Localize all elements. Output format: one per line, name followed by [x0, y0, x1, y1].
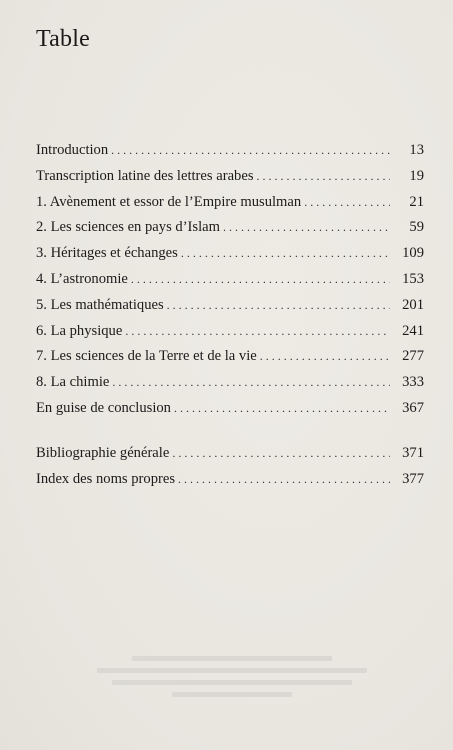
dot-leader — [172, 441, 390, 467]
toc-entry — [36, 138, 424, 164]
toc-entry-title: Bibliographie générale — [36, 444, 170, 461]
toc-entry — [36, 344, 424, 370]
dot-leader — [223, 215, 390, 241]
toc-entry — [36, 241, 424, 267]
toc-page-number: 109 — [402, 245, 424, 262]
toc-page-number: 333 — [402, 374, 424, 391]
toc-main-section — [36, 138, 424, 422]
toc-page-number: 59 — [409, 219, 424, 236]
toc-entry-title: Introduction — [36, 142, 109, 158]
toc-page-number: 371 — [402, 444, 424, 461]
dot-leader — [257, 164, 391, 190]
toc-back-matter-section — [36, 441, 424, 493]
toc-page-number: 201 — [402, 296, 424, 313]
dot-leader — [167, 293, 390, 319]
toc-entry — [36, 293, 424, 319]
toc-entry — [36, 190, 424, 216]
toc-entry-title: Index des noms propres — [36, 470, 176, 487]
show-through-print — [92, 656, 372, 714]
dot-leader — [260, 344, 390, 370]
toc-entry-title: Transcription latine des lettres arabes — [36, 167, 254, 184]
dot-leader — [174, 396, 390, 422]
dot-leader — [125, 319, 390, 345]
toc-entry-title: 6. La physique — [36, 322, 123, 339]
dot-leader — [112, 370, 390, 396]
dot-leader — [111, 138, 390, 164]
dot-leader — [131, 267, 390, 293]
dot-leader — [181, 241, 390, 267]
toc-entry-title: 8. La chimie — [36, 374, 110, 391]
toc-entry — [36, 319, 424, 345]
toc-page-number: 241 — [402, 322, 424, 339]
toc-entry — [36, 467, 424, 493]
toc-entry-title: En guise de conclusion — [36, 399, 171, 416]
toc-entry — [36, 370, 424, 396]
dot-leader — [304, 190, 390, 216]
toc-page-number: 367 — [402, 399, 424, 416]
toc-entry — [36, 396, 424, 422]
toc-page-number: 277 — [402, 348, 424, 365]
toc-entry — [36, 267, 424, 293]
toc-entry — [36, 215, 424, 241]
page-title: Table — [36, 26, 90, 52]
toc-entry-title: 7. Les sciences de la Terre et de la vie — [36, 348, 257, 365]
toc-page-number: 377 — [402, 470, 424, 487]
toc-entry-title: 2. Les sciences en pays d’Islam — [36, 219, 220, 236]
toc-entry-title: 5. Les mathématiques — [36, 296, 164, 313]
toc-page-number: 153 — [402, 270, 424, 287]
table-of-contents — [36, 138, 424, 492]
toc-page-number: 13 — [409, 142, 424, 158]
toc-entry — [36, 164, 424, 190]
toc-entry — [36, 441, 424, 467]
toc-entry-title: 3. Héritages et échanges — [36, 245, 178, 262]
toc-entry-title: 1. Avènement et essor de l’Empire musulman — [36, 193, 302, 210]
dot-leader — [178, 467, 390, 493]
toc-page-number: 19 — [409, 167, 424, 184]
toc-entry-title: 4. L’astronomie — [36, 270, 128, 287]
toc-page-number: 21 — [409, 193, 424, 210]
